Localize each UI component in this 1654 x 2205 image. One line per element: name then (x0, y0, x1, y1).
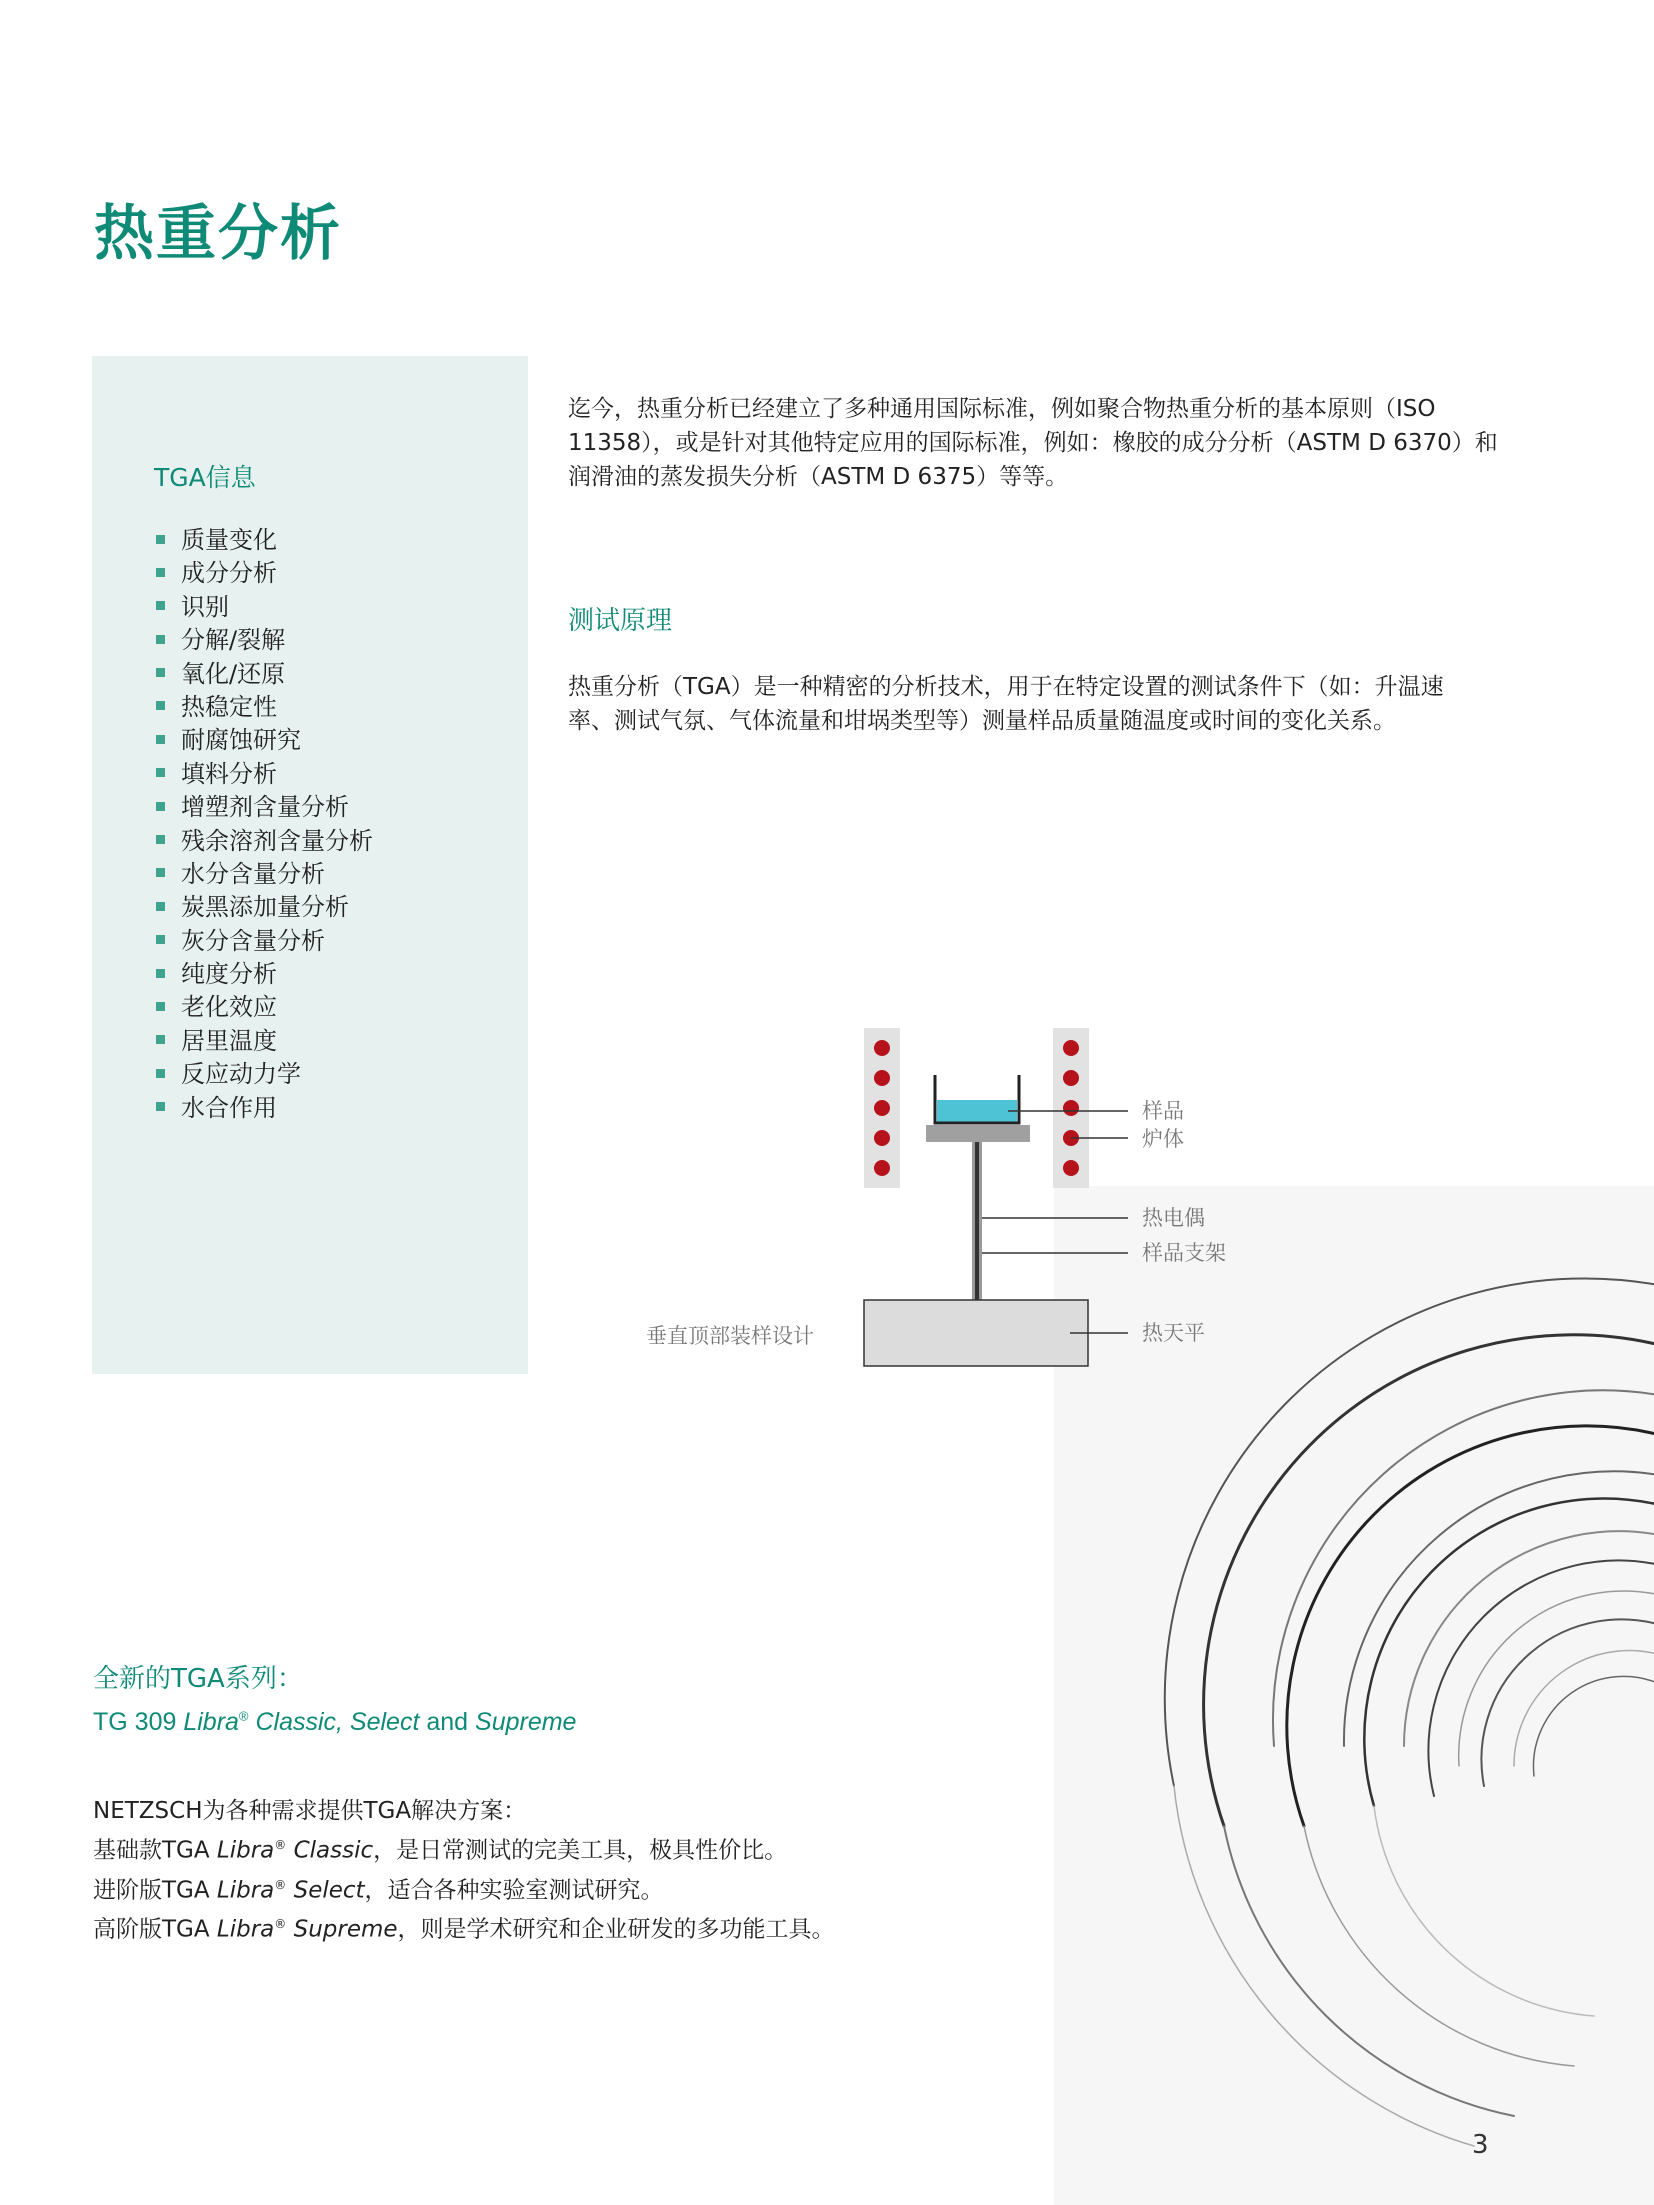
label-furnace: 炉体 (1142, 1127, 1184, 1151)
list-item: 质量变化 (156, 524, 373, 557)
square-bullet-icon (156, 701, 165, 710)
sidebar-title: TGA信息 (154, 463, 256, 492)
list-item: 耐腐蚀研究 (156, 724, 373, 757)
offer-intro: NETZSCH为各种需求提供TGA解决方案： (93, 1798, 527, 1824)
label-balance: 热天平 (1142, 1321, 1205, 1345)
square-bullet-icon (156, 568, 165, 577)
list-item: 氧化/还原 (156, 658, 373, 691)
list-item: 残余溶剂含量分析 (156, 825, 373, 858)
list-item: 成分分析 (156, 557, 373, 590)
tga-principle-diagram (630, 1010, 1270, 1390)
square-bullet-icon (156, 1002, 165, 1011)
sample-plate (926, 1125, 1030, 1142)
thermobalance-box (864, 1300, 1088, 1366)
square-bullet-icon (156, 902, 165, 911)
offer-line: 基础款TGA Libra® Classic，是日常测试的完美工具，极具性价比。 (93, 1837, 788, 1864)
list-item: 热稳定性 (156, 691, 373, 724)
principle-heading: 测试原理 (568, 606, 673, 636)
square-bullet-icon (156, 802, 165, 811)
list-item: 灰分含量分析 (156, 925, 373, 958)
list-item: 居里温度 (156, 1025, 373, 1058)
offer-line: 高阶版TGA Libra® Supreme，则是学术研究和企业研发的多功能工具。 (93, 1916, 835, 1943)
list-item: 反应动力学 (156, 1058, 373, 1091)
square-bullet-icon (156, 935, 165, 944)
label-sample: 样品 (1142, 1099, 1184, 1123)
list-item: 纯度分析 (156, 958, 373, 991)
square-bullet-icon (156, 601, 165, 610)
list-item: 炭黑添加量分析 (156, 891, 373, 924)
page-number: 3 (1472, 2130, 1489, 2160)
tga-info-list (156, 524, 373, 1125)
square-bullet-icon (156, 768, 165, 777)
square-bullet-icon (156, 668, 165, 677)
page-title: 热重分析 (94, 199, 342, 269)
list-item: 老化效应 (156, 991, 373, 1024)
square-bullet-icon (156, 1069, 165, 1078)
tga-info-sidebar (92, 356, 528, 1374)
label-thermocouple: 热电偶 (1142, 1206, 1205, 1230)
principle-paragraph: 热重分析（TGA）是一种精密的分析技术，用于在特定设置的测试条件下（如：升温速率、测试气氛、气体流量和坩埚类型等）测量样品质量随温度或时间的变化关系。 (568, 674, 1444, 734)
square-bullet-icon (156, 635, 165, 644)
list-item: 填料分析 (156, 758, 373, 791)
square-bullet-icon (156, 535, 165, 544)
offer-section (93, 1794, 993, 1947)
sample-liquid (937, 1100, 1017, 1122)
square-bullet-icon (156, 969, 165, 978)
list-item: 水分含量分析 (156, 858, 373, 891)
intro-paragraph: 迄今，热重分析已经建立了多种通用国际标准，例如聚合物热重分析的基本原则（ISO 11358），或是针对其他特定应用的国际标准，例如：橡胶的成分分析（ASTM D 6370）和润滑油的蒸发损失分析（ASTM D 6375）等等。 (568, 396, 1498, 490)
list-item: 水合作用 (156, 1092, 373, 1125)
offer-line: 进阶版TGA Libra® Select，适合各种实验室测试研究。 (93, 1877, 664, 1904)
square-bullet-icon (156, 1035, 165, 1044)
list-item: 分解/裂解 (156, 624, 373, 657)
square-bullet-icon (156, 1102, 165, 1111)
square-bullet-icon (156, 735, 165, 744)
square-bullet-icon (156, 835, 165, 844)
list-item: 识别 (156, 591, 373, 624)
list-item: 增塑剂含量分析 (156, 791, 373, 824)
series-heading: 全新的TGA系列： (93, 1664, 303, 1694)
series-models: TG 309 Libra® Classic, Select and Supreme (93, 1708, 577, 1736)
label-design: 垂直顶部装样设计 (646, 1324, 814, 1348)
square-bullet-icon (156, 868, 165, 877)
label-sample-holder: 样品支架 (1142, 1241, 1226, 1265)
